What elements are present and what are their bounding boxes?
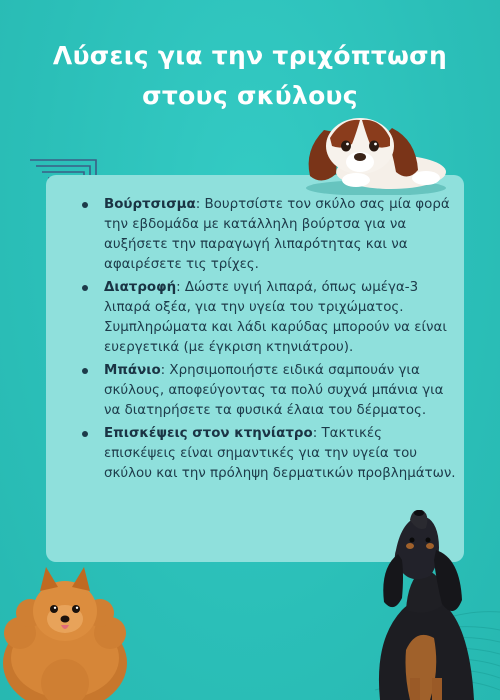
tip-term: Επισκέψεις στον κτηνίατρο xyxy=(104,426,313,441)
tip-sep: : xyxy=(195,197,201,212)
title-line-2: στους σκύλους xyxy=(142,81,358,110)
tip-term: Διατροφή xyxy=(104,280,177,295)
tip-diet xyxy=(78,278,458,358)
title-line-1: Λύσεις για την τριχόπτωση xyxy=(52,41,448,70)
tip-term: Μπάνιο xyxy=(104,363,161,378)
dachshund-image xyxy=(350,510,500,700)
tips-card xyxy=(46,175,464,562)
tip-sep: : xyxy=(160,363,166,378)
tip-sep: : xyxy=(312,426,318,441)
tip-text: Δώστε υγιή λιπαρά, όπως ωμέγα-3 λιπαρά οξέα, για την υγεία του τριχώματος. Συμπληρώματα και λάδι καρύδας μπορούν να είναι ευεργετικά (με έγκριση κτηνιάτρου). xyxy=(104,280,447,355)
tip-term: Βούρτσισμα xyxy=(104,197,196,212)
tip-brushing xyxy=(78,195,458,275)
pomeranian-image xyxy=(0,553,130,700)
tips-list xyxy=(78,195,458,487)
spaniel-puppy-image xyxy=(296,110,456,195)
tip-vet xyxy=(78,424,458,484)
tip-text: Χρησιμοποιήστε ειδικά σαμπουάν για σκύλους, αποφεύγοντας τα πολύ συχνά μπάνια για να διατηρήσετε τα φυσικά έλαια του δέρματος. xyxy=(104,363,444,418)
tip-bathing xyxy=(78,361,458,421)
tip-text: Βουρτσίστε τον σκύλο σας μία φορά την εβδομάδα με κατάλληλη βούρτσα για να αυξήσετε την παραγωγή λιπαρότητας και να αφαιρέσετε τις τρίχες. xyxy=(104,197,450,272)
tip-sep: : xyxy=(176,280,181,295)
tip-text: Τακτικές επισκέψεις είναι σημαντικές για την υγεία του σκύλου και την πρόληψη δερματικών προβλημάτων. xyxy=(104,426,456,481)
page-title xyxy=(20,36,480,116)
